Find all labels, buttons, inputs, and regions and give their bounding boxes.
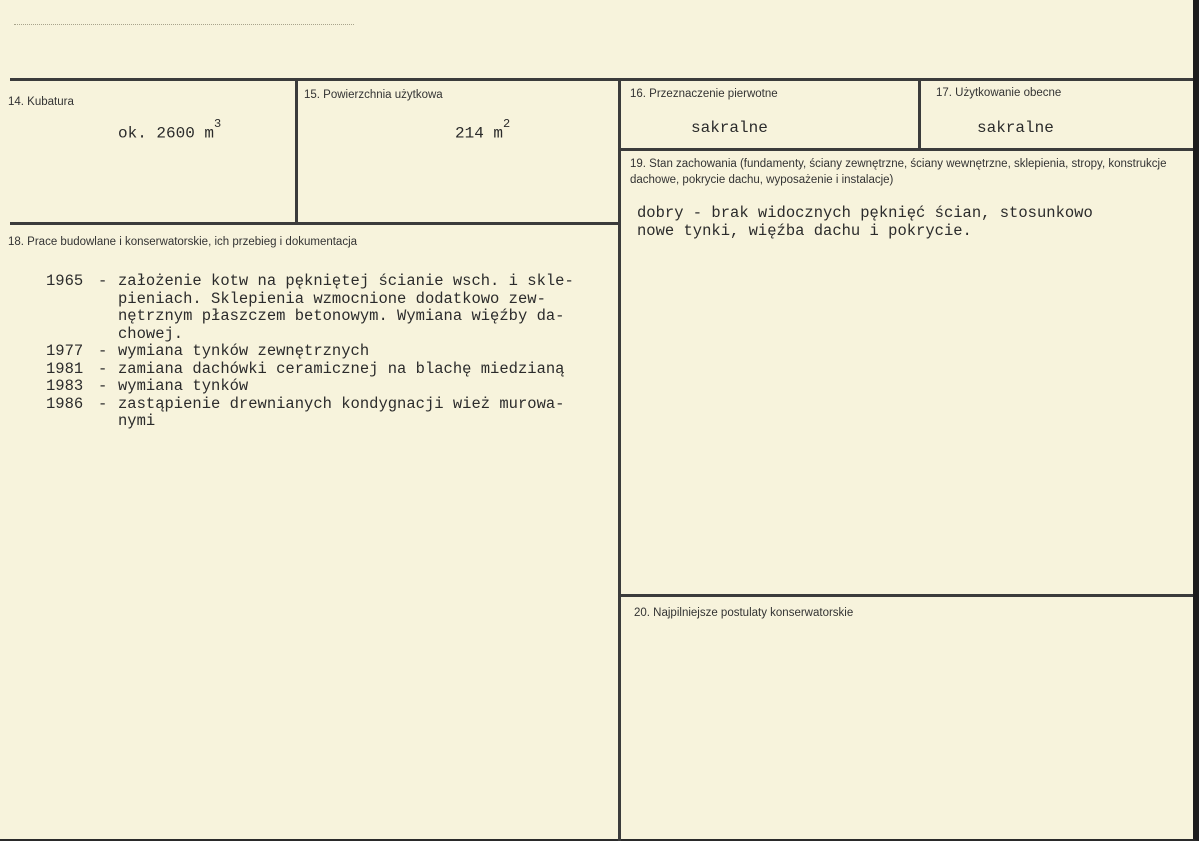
work-entry (46, 343, 626, 361)
field-15-value (455, 117, 511, 143)
work-entry-dash: - (98, 377, 108, 395)
top-rule (10, 78, 1193, 81)
field-14-value (118, 117, 222, 143)
work-entry-dash: - (98, 272, 108, 290)
work-entry-text: wymiana tynków zewnętrznych (118, 342, 370, 360)
divider-14-15 (295, 80, 298, 224)
field-14-value-text: ok. 2600 m (118, 124, 215, 143)
work-entry-text: założenie kotw na pękniętej ścianie wsch. i skle- pieniach. Sklepienia wzmocnione dodatkowo zew- nętrznym płaszczem betonowym. Wymiana więźby da- chowej. (118, 272, 574, 343)
field-15-value-text: 214 m (455, 124, 504, 143)
work-entry-text: zamiana dachówki ceramicznej na blachę miedzianą (118, 359, 565, 378)
work-entry (46, 273, 626, 343)
work-entry (46, 396, 626, 431)
work-entry (46, 378, 626, 396)
top-dotted-line (14, 24, 354, 25)
divider-16-17 (918, 78, 921, 150)
field-17-label: 17. Użytkowanie obecne (936, 87, 1062, 99)
work-entry-text: zastąpienie drewnianych kondygnacji wież murowa- nymi (118, 394, 565, 430)
work-entry-year: 1983 (46, 377, 84, 395)
field-18-label: 18. Prace budowlane i konserwatorskie, ich przebieg i dokumentacja (8, 236, 358, 248)
work-entry-dash: - (98, 359, 108, 378)
field-20-label: 20. Najpilniejsze postulaty konserwatorskie (634, 607, 854, 619)
work-entry (46, 361, 626, 379)
field-18-entries (46, 273, 626, 431)
main-vertical-divider (618, 78, 621, 841)
rule-above-20 (618, 594, 1193, 597)
field-16-label: 16. Przeznaczenie pierwotne (630, 88, 778, 100)
work-entry-dash: - (98, 342, 108, 360)
field-15-label: 15. Powierzchnia użytkowa (304, 89, 443, 101)
work-entry-year: 1965 (46, 272, 84, 290)
work-entry-year: 1981 (46, 359, 84, 378)
field-17-value: sakralne (977, 119, 1054, 137)
field-19-label: 19. Stan zachowania (fundamenty, ściany zewnętrzne, ściany wewnętrzne, sklepienia, stropy, konstrukcje dachowe, pokrycie dachu, wyposażenie i instalacje) (630, 158, 1167, 186)
work-entry-text: wymiana tynków (118, 377, 249, 395)
field-14-unit-exponent: 3 (214, 117, 222, 131)
work-entry-year: 1977 (46, 342, 84, 360)
field-15-unit-exponent: 2 (503, 117, 511, 131)
work-entry-year: 1986 (46, 394, 84, 413)
field-19-value: dobry - brak widocznych pęknięć ścian, stosunkowo nowe tynki, więźba dachu i pokrycie. (637, 204, 1093, 240)
field-14-label: 14. Kubatura (8, 96, 74, 108)
rule-under-16-17 (618, 148, 1193, 151)
field-16-value: sakralne (691, 119, 768, 137)
rule-under-14-15 (10, 222, 621, 225)
work-entry-dash: - (98, 394, 108, 413)
